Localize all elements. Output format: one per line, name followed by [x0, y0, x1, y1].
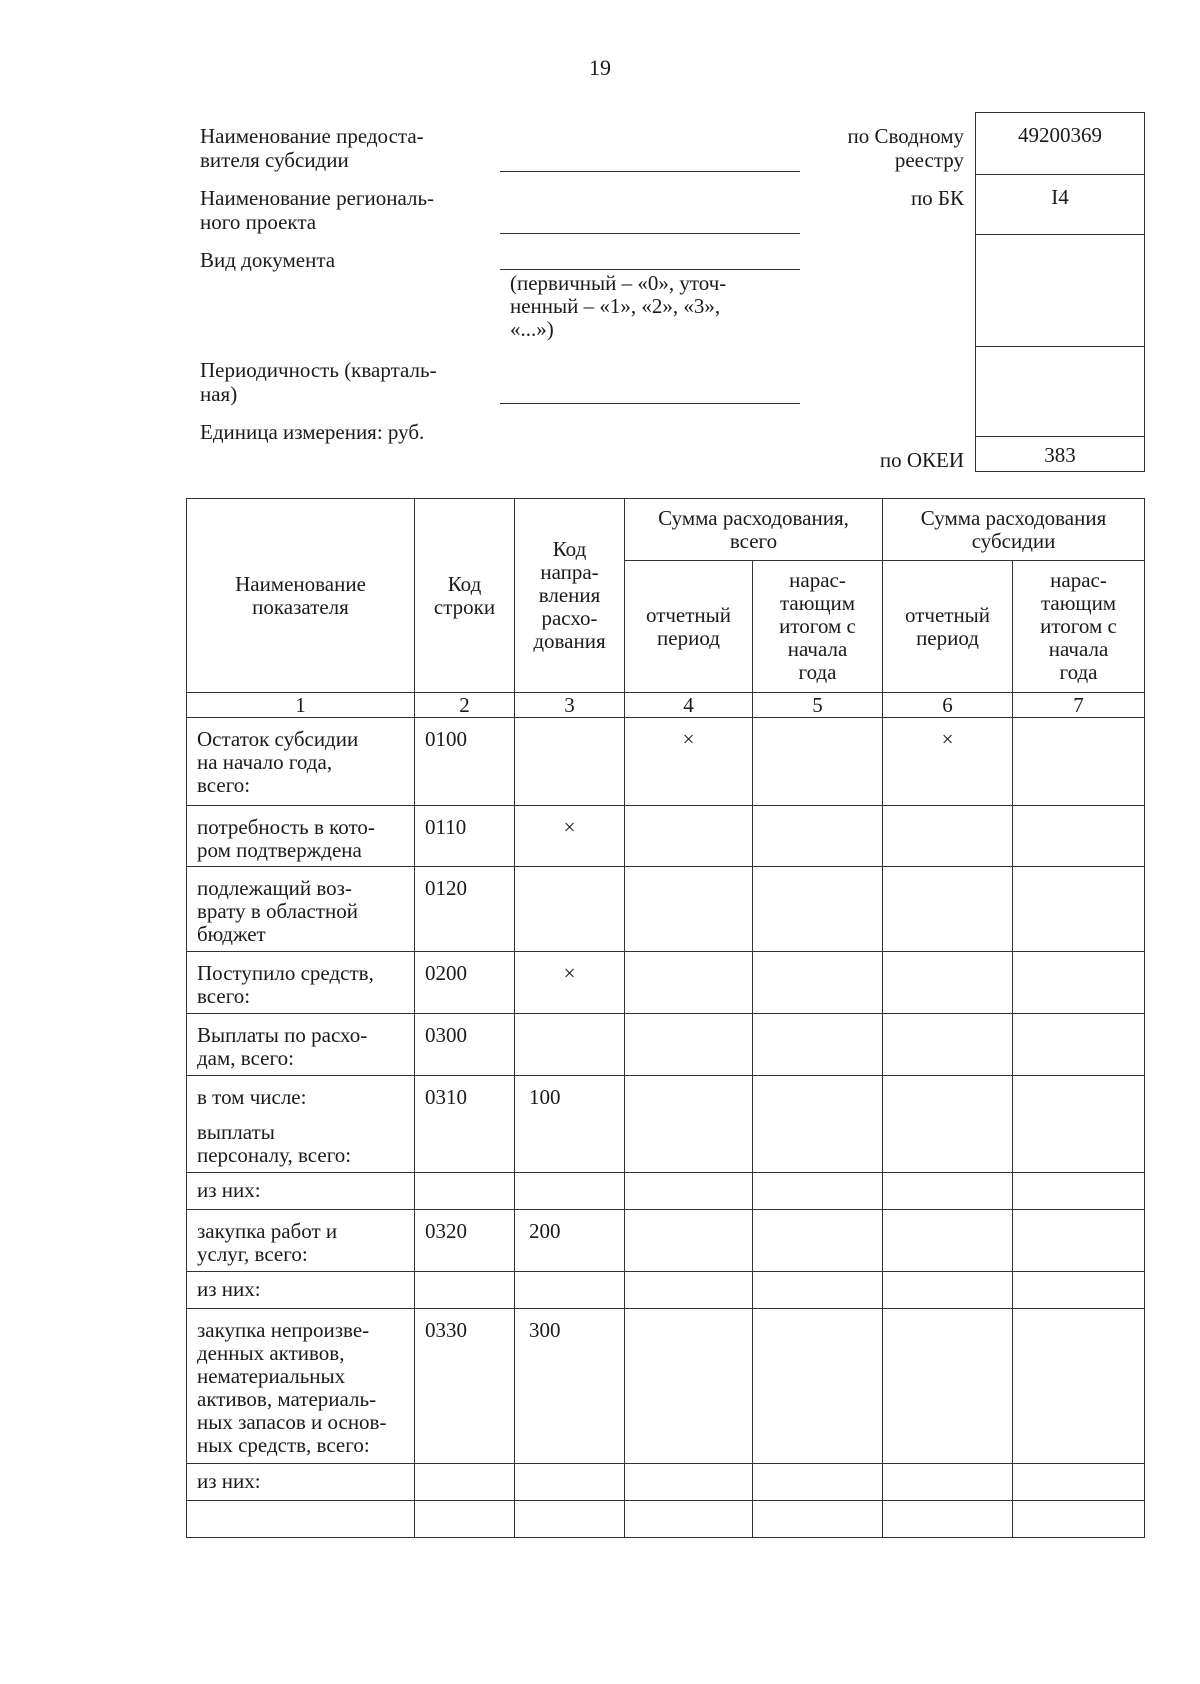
row-cell[interactable]: [883, 1014, 1013, 1076]
row-code: [415, 1464, 515, 1501]
row-cell[interactable]: [753, 1014, 883, 1076]
row-name: из них:: [187, 1464, 415, 1501]
table-row: [187, 1272, 1145, 1309]
unit-label: Единица измерения: руб.: [200, 420, 425, 444]
header-row-code: Код строки: [415, 499, 515, 693]
row-name: подлежащий воз- врату в областной бюджет: [187, 867, 415, 952]
row-code: 0300: [415, 1014, 515, 1076]
row-cell[interactable]: [1013, 1173, 1145, 1210]
row-cell[interactable]: [515, 718, 625, 806]
row-code: 0330: [415, 1309, 515, 1464]
header-total-period: отчетный период: [625, 561, 753, 693]
registry-value: 49200369: [976, 113, 1144, 175]
table-row: [187, 1014, 1145, 1076]
row-cell[interactable]: [753, 806, 883, 867]
row-cell[interactable]: [883, 1272, 1013, 1309]
row-cell[interactable]: [625, 952, 753, 1014]
table-row: [187, 1173, 1145, 1210]
table-row: [187, 718, 1145, 806]
bk-label: по БК: [910, 186, 964, 210]
row-name: закупка работ и услуг, всего:: [187, 1210, 415, 1272]
col-index: 7: [1013, 693, 1145, 718]
row-name: Выплаты по расхо- дам, всего:: [187, 1014, 415, 1076]
table-row: [187, 952, 1145, 1014]
row-code: 0110: [415, 806, 515, 867]
row-cell[interactable]: [1013, 867, 1145, 952]
row-cell[interactable]: [515, 1014, 625, 1076]
row-code: 0100: [415, 718, 515, 806]
row-name: Поступило средств, всего:: [187, 952, 415, 1014]
row-cell[interactable]: [625, 806, 753, 867]
row-cell[interactable]: [883, 806, 1013, 867]
periodicity-field[interactable]: [500, 402, 800, 404]
row-name: из них:: [187, 1173, 415, 1210]
col-index: 6: [883, 693, 1013, 718]
row-cell[interactable]: [625, 1210, 753, 1272]
doctype-value[interactable]: [976, 235, 1144, 347]
row-cell[interactable]: [1013, 1210, 1145, 1272]
row-cell[interactable]: [883, 1210, 1013, 1272]
row-name: Остаток субсидии на начало года, всего:: [187, 718, 415, 806]
row-cell[interactable]: [1013, 1464, 1145, 1501]
table-row: [187, 867, 1145, 952]
row-name-detail: выплаты персоналу, всего:: [197, 1120, 352, 1167]
row-code: [415, 1272, 515, 1309]
row-cell[interactable]: [753, 952, 883, 1014]
row-code: 0320: [415, 1210, 515, 1272]
okei-label: по ОКЕИ: [879, 448, 964, 472]
row-cell[interactable]: 200: [515, 1210, 625, 1272]
header-subsidy-period: отчетный период: [883, 561, 1013, 693]
row-cell[interactable]: [1013, 952, 1145, 1014]
periodicity-label: Периодичность (кварталь- ная): [200, 358, 437, 406]
row-cell[interactable]: [1013, 806, 1145, 867]
row-cell[interactable]: [883, 867, 1013, 952]
table-row: [187, 1464, 1145, 1501]
provider-field[interactable]: [500, 170, 800, 172]
header-subsidy-cumulative: нарас- тающим итогом с начала года: [1013, 561, 1145, 693]
row-name: потребность в кото- ром подтверждена: [187, 806, 415, 867]
col-index: 4: [625, 693, 753, 718]
col-index: 5: [753, 693, 883, 718]
row-cell[interactable]: [753, 1076, 883, 1173]
row-cell[interactable]: [753, 1501, 883, 1538]
row-cell[interactable]: [753, 1210, 883, 1272]
row-cell[interactable]: 100: [515, 1076, 625, 1173]
col-index: 2: [415, 693, 515, 718]
table-row: [187, 806, 1145, 867]
row-cell[interactable]: [515, 1464, 625, 1501]
row-cell[interactable]: [1013, 1272, 1145, 1309]
row-code: [415, 1173, 515, 1210]
row-cell[interactable]: [753, 1309, 883, 1464]
row-name: [187, 1501, 415, 1538]
col-index: 3: [515, 693, 625, 718]
row-cell[interactable]: [1013, 718, 1145, 806]
row-cell[interactable]: [515, 1173, 625, 1210]
row-cell[interactable]: [883, 1309, 1013, 1464]
bk-value: I4: [976, 175, 1144, 235]
row-cell[interactable]: ×: [883, 718, 1013, 806]
row-cell[interactable]: [753, 1173, 883, 1210]
row-cell[interactable]: [1013, 1014, 1145, 1076]
row-cell[interactable]: [883, 1464, 1013, 1501]
col-index: 1: [187, 693, 415, 718]
row-code: 0310: [415, 1076, 515, 1173]
header-total-group: Сумма расходования, всего: [625, 499, 883, 561]
row-cell[interactable]: [883, 1501, 1013, 1538]
row-name: закупка непроизве- денных активов, нематериальных активов, материаль- ных запасов и основ- ных средств, всего:: [187, 1309, 415, 1464]
row-code: [415, 1501, 515, 1538]
header-total-cumulative: нарас- тающим итогом с начала года: [753, 561, 883, 693]
row-code: 0200: [415, 952, 515, 1014]
row-cell[interactable]: [883, 1173, 1013, 1210]
table-row: [187, 1076, 1145, 1173]
header-name: Наименование показателя: [187, 499, 415, 693]
row-cell[interactable]: [1013, 1501, 1145, 1538]
row-cell[interactable]: [515, 1501, 625, 1538]
table-row: [187, 1309, 1145, 1464]
codes-box: [975, 112, 1145, 472]
row-cell[interactable]: ×: [625, 718, 753, 806]
row-cell[interactable]: [753, 867, 883, 952]
row-cell[interactable]: ×: [515, 952, 625, 1014]
row-cell[interactable]: [625, 1076, 753, 1173]
header-subsidy-group: Сумма расходования субсидии: [883, 499, 1145, 561]
project-label: Наименование региональ- ного проекта: [200, 186, 435, 234]
page-number: 19: [589, 55, 611, 80]
doctype-field[interactable]: [500, 268, 800, 270]
row-cell[interactable]: [625, 1464, 753, 1501]
table-row: [187, 1210, 1145, 1272]
doctype-label: Вид документа: [200, 248, 336, 272]
row-cell[interactable]: [625, 1272, 753, 1309]
row-cell[interactable]: [1013, 1076, 1145, 1173]
row-name-lead: в том числе:: [197, 1085, 307, 1109]
row-cell[interactable]: [625, 1014, 753, 1076]
row-name: из них:: [187, 1272, 415, 1309]
doctype-note: (первичный – «0», уточ- ненный – «1», «2», «3», «...»): [510, 271, 727, 341]
row-cell[interactable]: [515, 1272, 625, 1309]
table-row: [187, 1501, 1145, 1538]
row-cell[interactable]: [625, 1309, 753, 1464]
row-cell[interactable]: [753, 1464, 883, 1501]
row-cell[interactable]: [625, 867, 753, 952]
registry-label: по Сводному реестру: [847, 124, 964, 172]
row-cell[interactable]: [1013, 1309, 1145, 1464]
row-cell[interactable]: [625, 1173, 753, 1210]
row-name: [187, 1076, 415, 1173]
row-cell[interactable]: 300: [515, 1309, 625, 1464]
header-expense-code: Код напра- вления расхо- дования: [515, 499, 625, 693]
row-cell[interactable]: ×: [515, 806, 625, 867]
row-cell[interactable]: [753, 718, 883, 806]
row-cell[interactable]: [883, 952, 1013, 1014]
provider-label: Наименование предоста- вителя субсидии: [200, 124, 424, 172]
row-cell[interactable]: [625, 1501, 753, 1538]
expenditure-table: [186, 498, 1145, 1538]
project-field[interactable]: [500, 232, 800, 234]
okei-value: 383: [1044, 443, 1076, 467]
column-index-row: [187, 693, 1145, 718]
periodicity-value[interactable]: [976, 347, 1144, 437]
row-cell[interactable]: [883, 1076, 1013, 1173]
row-cell[interactable]: [753, 1272, 883, 1309]
row-code: 0120: [415, 867, 515, 952]
row-cell[interactable]: [515, 867, 625, 952]
